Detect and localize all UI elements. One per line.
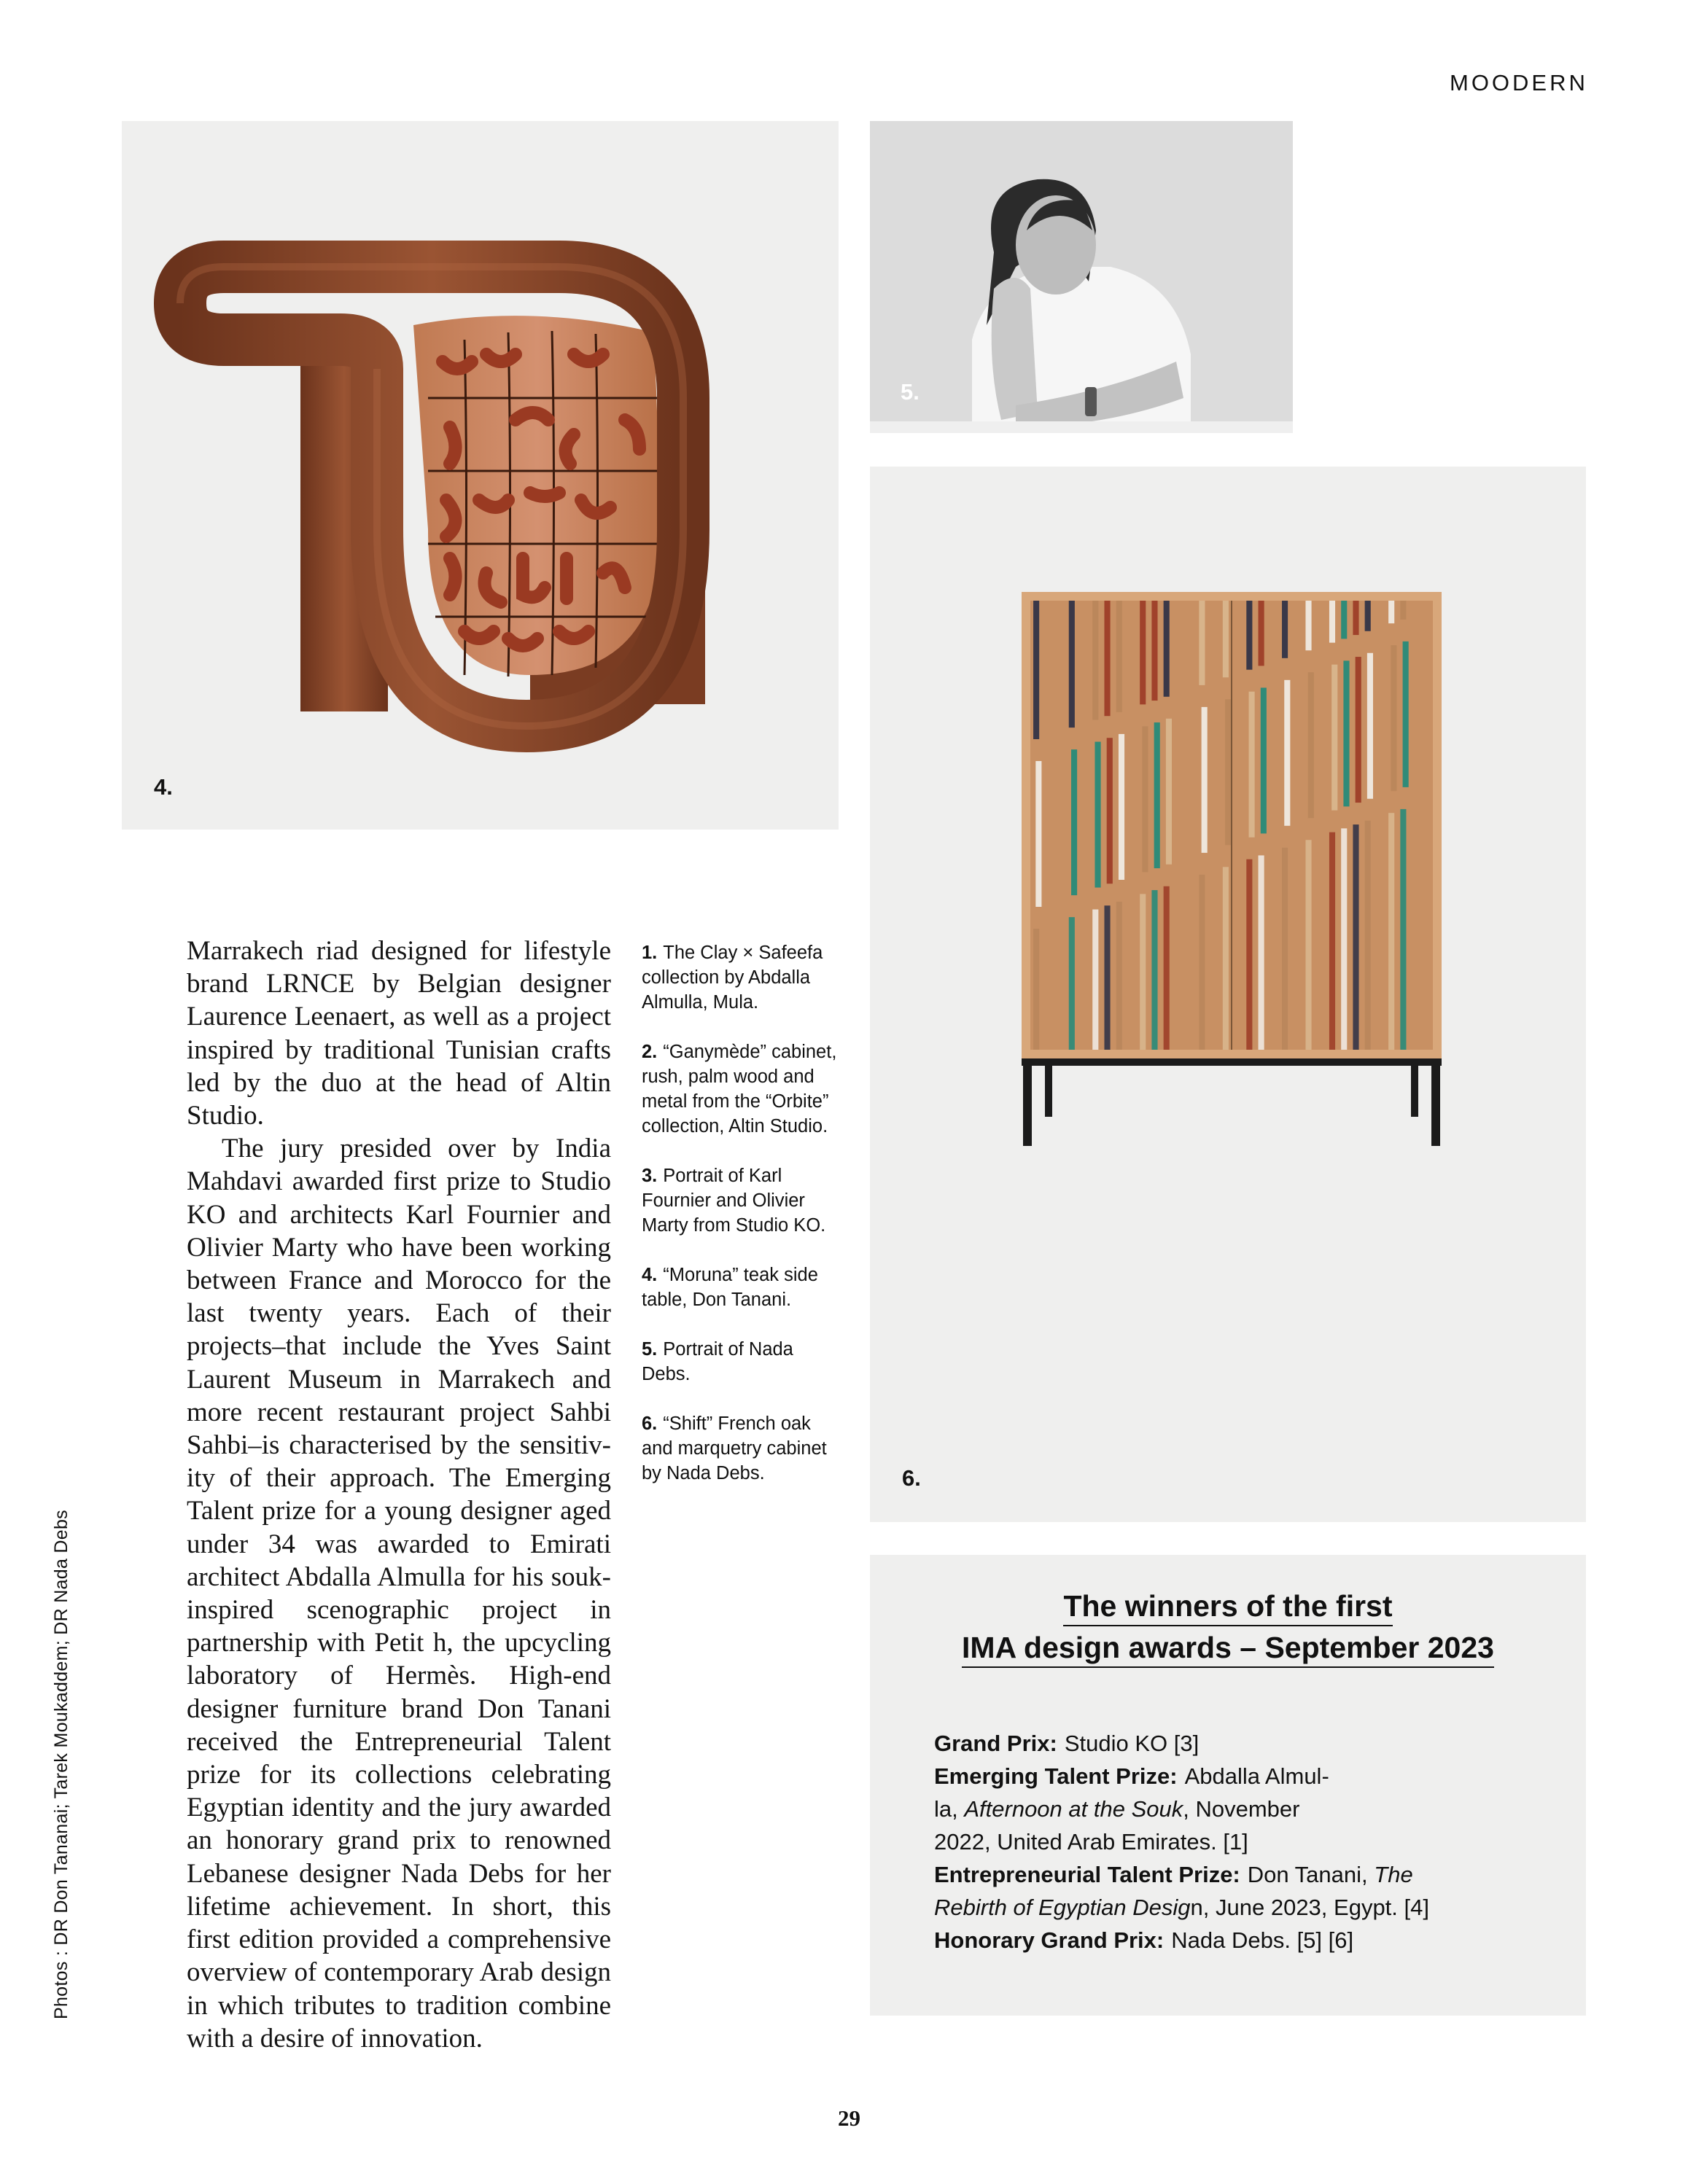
award-grand-prix — [934, 1727, 1532, 1760]
marquetry-stripe — [1142, 726, 1148, 872]
marquetry-stripe — [1164, 886, 1170, 1050]
award-honorary-grand-prix — [934, 1924, 1532, 1957]
award-project-title: The — [1374, 1862, 1413, 1887]
marquetry-stripe — [1305, 840, 1311, 1050]
marquetry-stripe — [1388, 813, 1394, 1050]
marquetry-stripe — [1140, 601, 1146, 704]
marquetry-stripe — [1308, 672, 1314, 818]
marquetry-stripe — [1119, 734, 1124, 880]
marquetry-stripe — [1388, 601, 1394, 623]
caption-number: 1. — [642, 943, 658, 963]
marquetry-stripe — [1356, 657, 1361, 803]
photo-portrait-nada-debs — [870, 121, 1293, 433]
caption-6 — [642, 1411, 839, 1486]
marquetry-stripe — [1033, 929, 1039, 1050]
photo-number-6: 6. — [902, 1465, 921, 1491]
award-value: , November — [1183, 1796, 1300, 1822]
marquetry-stripe — [1331, 665, 1337, 811]
marquetry-stripe — [1069, 601, 1075, 728]
article-paragraph: The jury presided over by India Mahdavi awarded first prize to Studio KO and architects Karl Fournier and Olivier Marty who have been working between France and Morocco for the last twenty years. Each of their projects–that include the Yves Saint Laurent Museum in Marrakech and more recent restaurant project Sahbi Sahbi–is characterised by the sensitivity of their approach. The Emerging Talent prize for a young designer aged under 34 was awarded to Emirati architect Abdalla Almulla for his souk-inspired scenographic project in partnership with Petit h, the upcycling laboratory of Hermès. High-end designer furniture brand Don Tanani received the Entrepreneurial Talent prize for its collections celebrating Egyptian identity and the jury awarded an honorary grand prix to renowned Lebanese designer Nada Debs for her lifetime achievement. In short, this first edition provided a comprehensive overview of contemporary Arab design in which tributes to tradition combine with a desire of innovation. — [187, 1134, 611, 2054]
caption-number: 3. — [642, 1166, 658, 1186]
award-value: Abdalla Almul- — [1184, 1763, 1329, 1789]
marquetry-stripe — [1246, 601, 1252, 670]
award-label: Emerging Talent Prize: — [934, 1763, 1178, 1789]
caption-4 — [642, 1263, 839, 1312]
photo-cabinet-shift — [870, 467, 1586, 1522]
article-body — [187, 935, 611, 2055]
award-entrepreneurial-talent-cont — [934, 1891, 1532, 1924]
marquetry-stripe — [1341, 828, 1347, 1050]
marquetry-stripe — [1151, 601, 1157, 701]
marquetry-stripe — [1341, 601, 1347, 639]
caption-number: 4. — [642, 1265, 658, 1285]
awards-title-line-1: The winners of the first — [1063, 1587, 1392, 1626]
marquetry-stripe — [1225, 699, 1231, 845]
marquetry-stripe — [1033, 601, 1039, 739]
caption-text: “Shift” French oak and marquetry cabinet by Nada Debs. — [642, 1413, 827, 1483]
photo-captions — [642, 940, 839, 1510]
award-value: n, June 2023, Egypt. [4] — [1190, 1895, 1429, 1920]
caption-text: Portrait of Karl Fournier and Olivier Marty from Studio KO. — [642, 1166, 826, 1236]
marquetry-stripe — [1329, 832, 1335, 1050]
marquetry-stripe — [1107, 738, 1113, 884]
marquetry-stripe — [1329, 601, 1335, 643]
marquetry-stripe — [1343, 660, 1349, 806]
arm — [992, 278, 1038, 420]
caption-5 — [642, 1337, 839, 1387]
award-emerging-talent-cont — [934, 1825, 1532, 1858]
marquetry-stripe — [1071, 749, 1077, 895]
awards-title — [870, 1586, 1586, 1669]
marquetry-stripe — [1282, 848, 1288, 1050]
award-emerging-talent-cont — [934, 1793, 1532, 1825]
side-table-illustration — [122, 121, 839, 830]
marquetry-stripe — [1116, 902, 1122, 1050]
marquetry-stripe — [1353, 824, 1358, 1050]
marquetry-stripe — [1116, 601, 1122, 712]
marquetry-stripe — [1249, 692, 1255, 838]
marquetry-stripe — [1199, 601, 1205, 685]
marquetry-stripe — [1202, 707, 1208, 853]
awards-title-line-2: IMA design awards – September 2023 — [962, 1629, 1494, 1668]
marquetry-stripe — [1104, 601, 1110, 716]
caption-number: 6. — [642, 1413, 658, 1434]
cabinet-illustration — [870, 467, 1586, 1522]
awards-list — [934, 1727, 1532, 1957]
marquetry-stripe — [1305, 601, 1311, 650]
marquetry-stripe — [1166, 719, 1172, 865]
caption-text: The Clay × Safeefa collection by Abdalla Almulla, Mula. — [642, 943, 823, 1013]
marquetry-stripe — [1095, 742, 1100, 888]
marquetry-stripe — [1284, 680, 1290, 826]
marquetry-stripe — [1104, 905, 1110, 1050]
award-value: Studio KO [3] — [1064, 1731, 1200, 1756]
award-label: Entrepreneurial Talent Prize: — [934, 1862, 1240, 1887]
page-number: 29 — [838, 2105, 860, 2131]
marquetry-stripe — [1154, 722, 1160, 868]
marquetry-stripe — [1259, 601, 1264, 666]
watch — [1085, 387, 1097, 416]
marquetry-stripe — [1223, 867, 1229, 1050]
caption-1 — [642, 940, 839, 1015]
award-label: Honorary Grand Prix: — [934, 1927, 1165, 1953]
marquetry-stripe — [1223, 601, 1229, 677]
caption-text: Portrait of Nada Debs. — [642, 1339, 793, 1384]
marquetry-stripe — [1400, 601, 1406, 620]
caption-text: “Ganymède” cabinet, rush, palm wood and metal from the “Orbite” collection, Altin Studio. — [642, 1042, 837, 1136]
photo-side-table — [122, 121, 839, 830]
award-value: la, — [934, 1796, 965, 1822]
marquetry-stripe — [1367, 653, 1373, 799]
award-value: 2022, United Arab Emirates. [1] — [934, 1829, 1248, 1855]
marquetry-stripe — [1353, 601, 1358, 635]
marquetry-stripe — [1261, 687, 1267, 833]
marquetry-stripe — [1164, 601, 1170, 697]
marquetry-stripe — [1403, 641, 1409, 787]
photo-credit: Photos : DR Don Tananai; Tarek Moukaddem; DR Nada Debs — [51, 1510, 71, 2019]
marquetry-stripe — [1151, 890, 1157, 1050]
award-value: Don Tanani, — [1247, 1862, 1375, 1887]
caption-number: 5. — [642, 1339, 658, 1360]
marquetry-stripe — [1140, 894, 1146, 1050]
marquetry-stripe — [1391, 645, 1396, 791]
caption-number: 2. — [642, 1042, 658, 1062]
cabinet-leg — [1045, 1058, 1052, 1117]
caption-2 — [642, 1040, 839, 1139]
marquetry-stripe — [1246, 859, 1252, 1050]
marquetry-stripe — [1035, 761, 1041, 907]
award-project-title: Rebirth of Egyptian Desig — [934, 1895, 1191, 1920]
cabinet-leg — [1431, 1058, 1440, 1146]
section-label: MOODERN — [1450, 70, 1588, 95]
cabinet-leg — [1023, 1058, 1032, 1146]
cabinet-base-rail — [1022, 1058, 1442, 1066]
portrait-illustration — [870, 121, 1293, 433]
marquetry-stripe — [1092, 910, 1098, 1050]
marquetry-stripe — [1400, 809, 1406, 1050]
marquetry-stripe — [1282, 601, 1288, 658]
photo-number-4: 4. — [154, 774, 173, 800]
article-paragraph: Marrakech riad designed for lifestyle brand LRNCE by Belgian designer Laurence Leenaert, as well as a project inspired by traditional Tunisian crafts led by the duo at the head of Altin Studio. — [187, 936, 611, 1131]
marquetry-stripe — [1259, 855, 1264, 1050]
marquetry-stripe — [1365, 821, 1371, 1050]
awards-sidebar — [870, 1555, 1586, 2016]
award-project-title: Afternoon at the Souk — [964, 1796, 1183, 1822]
marquetry-stripe — [1092, 601, 1098, 720]
cabinet-leg — [1411, 1058, 1418, 1117]
award-label: Grand Prix: — [934, 1731, 1057, 1756]
caption-3 — [642, 1163, 839, 1238]
caption-text: “Moruna” teak side table, Don Tanani. — [642, 1265, 818, 1310]
marquetry-stripe — [1199, 875, 1205, 1050]
award-emerging-talent — [934, 1760, 1532, 1793]
photo-number-5: 5. — [901, 379, 920, 405]
marquetry-stripe — [1069, 917, 1075, 1050]
marquetry-stripe — [1365, 601, 1371, 631]
award-value: Nada Debs. [5] [6] — [1171, 1927, 1354, 1953]
award-entrepreneurial-talent — [934, 1858, 1532, 1891]
